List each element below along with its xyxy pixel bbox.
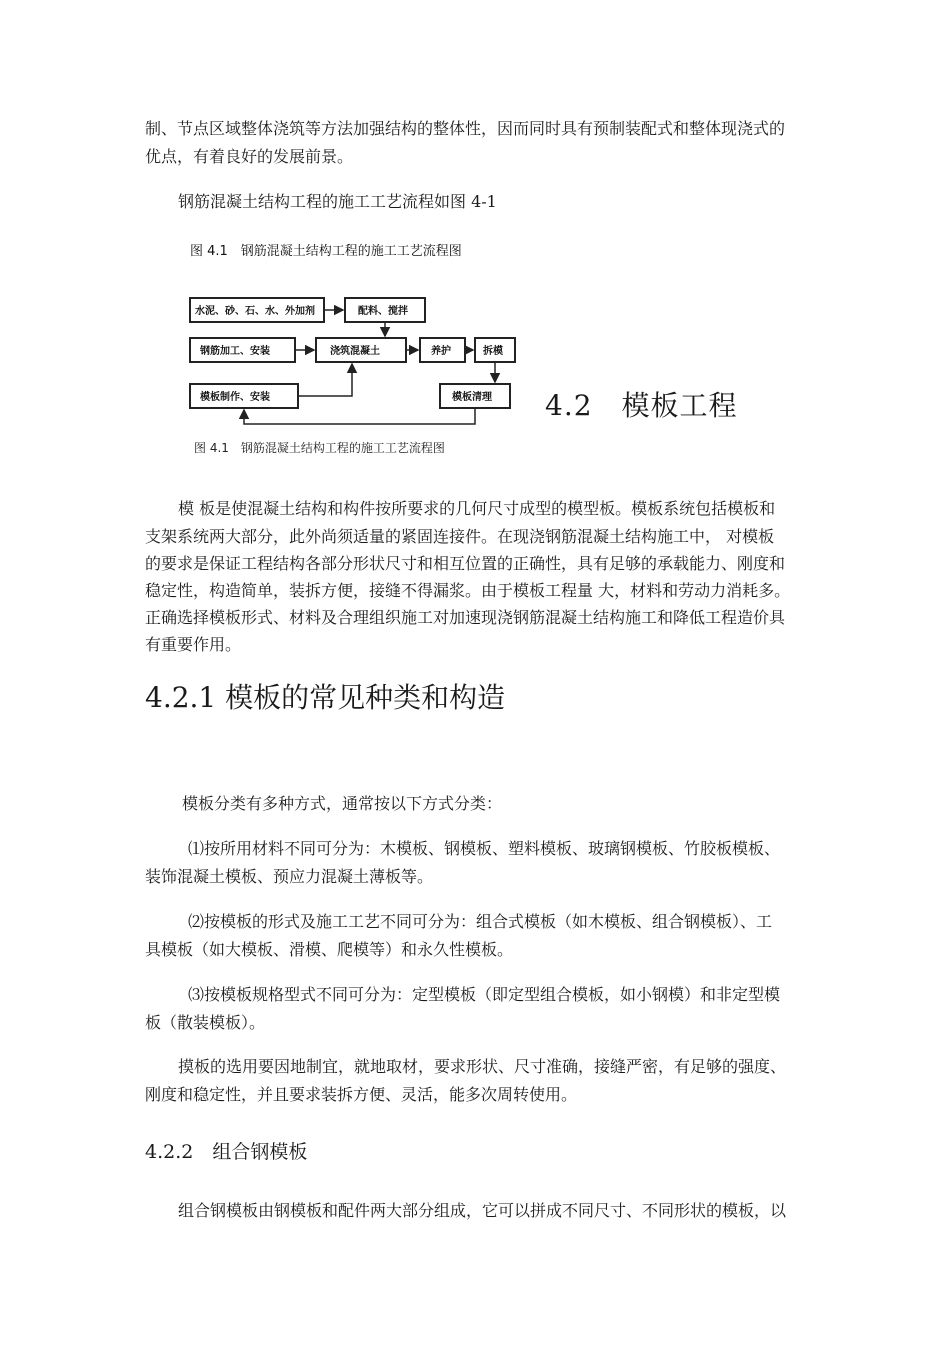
selection-line-2: 刚度和稳定性，并且要求装拆方便、灵活，能多次周转使用。 [145,1085,578,1104]
intro-line-2: 优点，有着良好的发展前景。 [145,147,354,166]
section-4-2-1-title: 4.2.1 模板的常见种类和构造 [145,681,506,714]
figure-caption-top: 图 4.1 钢筋混凝土结构工程的施工工艺流程图 [190,244,462,259]
classify-item-1-line-1: ⑴按所用材料不同可分为：木模板、钢模板、塑料模板、玻璃钢模板、竹胶板模板、 [188,839,781,858]
classify-item-3-line-2: 板（散装模板）。 [145,1013,266,1032]
section-4-2-title: 4.2 模板工程 [545,389,738,422]
box-materials-label: 水泥、砂、石、水、外加剂 [195,306,315,317]
box-mixing-label: 配料、搅拌 [358,306,408,317]
arrow-clean-formwork [244,408,475,424]
formwork-para-line-1: 模 板是使混凝土结构和构件按所要求的几何尺寸成型的模型板。模板系统包括模板和 [178,499,776,518]
classify-intro: 模板分类有多种方式，通常按以下方式分类： [182,794,503,813]
classify-item-2-line-2: 具模板（如大模板、滑模、爬模等）和永久性模板。 [145,940,514,959]
classify-item-3-line-1: ⑶按模板规格型式不同可分为：定型模板（即定型组合模板，如小钢模）和非定型模 [188,985,781,1004]
steel-para-line-1: 组合钢模板由钢模板和配件两大部分组成，它可以拼成不同尺寸、不同形状的模板，以 [178,1201,787,1220]
figure-caption-bottom: 图 4.1 钢筋混凝土结构工程的施工工艺流程图 [194,441,445,455]
formwork-para-line-5: 正确选择模板形式、材料及合理组织施工对加速现浇钢筋混凝土结构施工和降低工程造价具 [145,608,786,627]
box-rebar-label: 钢筋加工、安装 [200,346,270,357]
intro-line-1: 制、节点区域整体浇筑等方法加强结构的整体性，因而同时具有预制装配式和整体现浇式的 [145,119,786,138]
selection-line-1: 摸板的选用要因地制宜，就地取材，要求形状、尺寸准确，接缝严密，有足够的强度、 [178,1057,787,1076]
classify-item-2-line-1: ⑵按模板的形式及施工工艺不同可分为：组合式模板（如木模板、组合钢模板）、工 [188,912,773,931]
formwork-para-line-2: 支架系统两大部分，此外尚须适量的紧固连接件。在现浇钢筋混凝土结构施工中， 对模板 [145,527,775,546]
formwork-para-line-4: 稳定性，构造简单，装拆方便，接缝不得漏浆。由于模板工程量 大，材料和劳动力消耗多。 [145,581,791,600]
section-4-2-2-title: 4.2.2 组合钢模板 [145,1141,308,1163]
box-cure-label: 养护 [431,346,451,357]
flow-reference: 钢筋混凝土结构工程的施工工艺流程如图 4-1 [178,192,497,211]
classify-item-1-line-2: 装饰混凝土模板、预应力混凝土薄板等。 [145,867,434,886]
box-formwork-clean-label: 模板清理 [452,392,492,403]
box-strip-label: 拆模 [483,346,503,357]
flowchart-figure [180,290,520,465]
formwork-para-line-6: 有重要作用。 [145,635,242,654]
box-pour-label: 浇筑混凝土 [330,346,380,357]
formwork-para-line-3: 的要求是保证工程结构各部分形状尺寸和相互位置的正确性，具有足够的承载能力、刚度和 [145,554,786,573]
arrow-formwork-pour [298,364,352,396]
box-formwork-make-label: 模板制作、安装 [200,392,270,403]
